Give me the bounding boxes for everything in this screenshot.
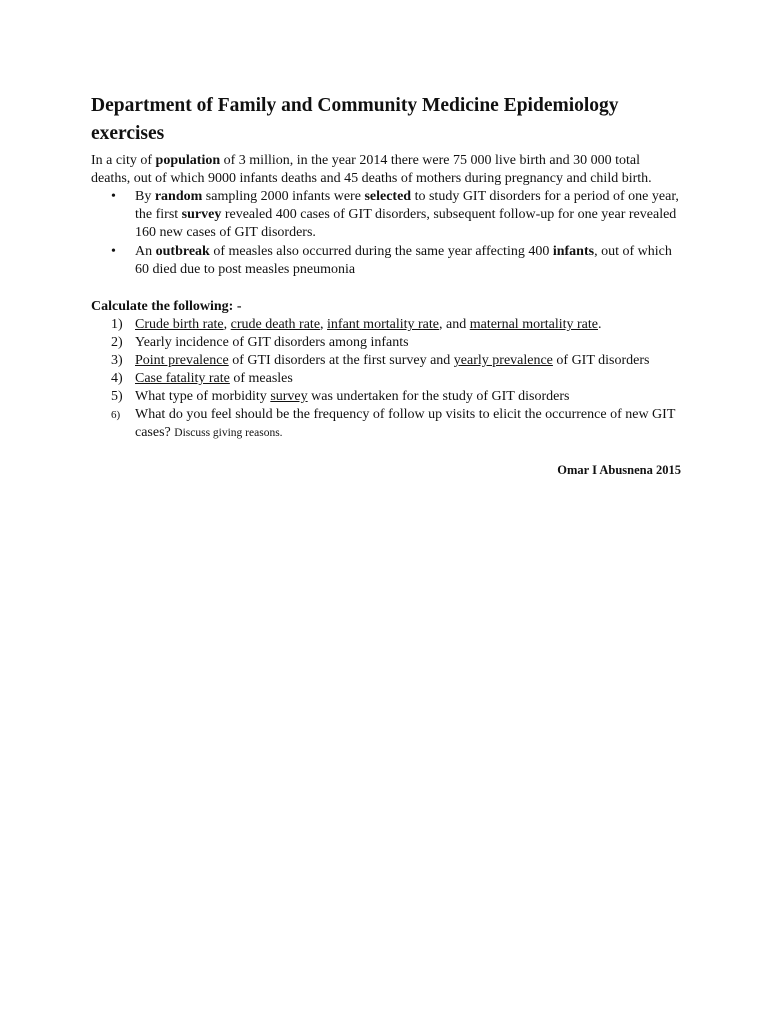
calculate-heading: Calculate the following: - xyxy=(91,299,242,314)
bullet-list xyxy=(91,188,681,279)
q4-case-fatality-rate: Case fatality rate xyxy=(135,371,230,386)
intro-text-1: In a city of xyxy=(91,153,156,168)
bullet1-bold-selected: selected xyxy=(364,189,412,204)
question-number: 2) xyxy=(111,335,123,350)
bullet1-bold-random: random xyxy=(154,189,203,204)
author-signature: Omar I Abusnena 2015 xyxy=(557,463,681,477)
bullet1-text-2: sampling 2000 infants were xyxy=(202,189,365,204)
bullet1-text-4: revealed 400 cases of GIT disorders, subsequent follow-up for one year revealed 160 new cases of GIT disorders. xyxy=(135,207,677,240)
q5-survey: survey xyxy=(270,389,308,404)
bullet-item-outbreak xyxy=(91,243,681,279)
bullet1-text-3: to study GIT disorders for a period of one year, the first xyxy=(135,189,679,222)
q3-point-prevalence: Point prevalence xyxy=(135,353,229,368)
document-page xyxy=(91,92,681,478)
bullet1-text-1: By xyxy=(135,189,155,204)
q6-text-1: What do you feel should be the frequency of follow up visits to elicit the occurrence of new GIT cases? xyxy=(135,407,676,440)
question-number: 6) xyxy=(111,409,121,421)
bullet2-text-2: of measles also occurred during the same year affecting 400 xyxy=(209,244,553,259)
question-6 xyxy=(91,406,681,442)
q3-yearly-prevalence: yearly prevalence xyxy=(453,353,553,368)
question-number: 3) xyxy=(111,353,123,368)
q5-text-2: was undertaken for the study of GIT disorders xyxy=(307,389,570,404)
q1-crude-birth-rate: Crude birth rate xyxy=(135,317,224,332)
question-2 xyxy=(91,334,681,352)
q3-text-2: of GIT disorders xyxy=(552,353,650,368)
page-title: Department of Family and Community Medicine Epidemiology exercises xyxy=(91,95,619,144)
intro-paragraph xyxy=(91,152,681,188)
q1-sep-2: , xyxy=(320,317,328,332)
question-5 xyxy=(91,388,681,406)
q1-sep-3: , and xyxy=(439,317,470,332)
bullet2-bold-infants: infants xyxy=(552,244,595,259)
question-number: 5) xyxy=(111,389,123,404)
question-list xyxy=(91,316,681,442)
q1-sep-1: , xyxy=(223,317,231,332)
bullet-item-sampling xyxy=(91,188,681,242)
question-1 xyxy=(91,316,681,334)
q2-text: Yearly incidence of GIT disorders among infants xyxy=(135,335,409,350)
bullet2-bold-outbreak: outbreak xyxy=(155,244,210,259)
question-3 xyxy=(91,352,681,370)
q1-maternal-mortality-rate: maternal mortality rate xyxy=(469,317,598,332)
question-number: 4) xyxy=(111,371,123,386)
intro-text-2: of 3 million, in the year 2014 there were 75 000 live birth and 30 000 total deaths, out of which 9000 infants deaths and 45 deaths of mothers during pregnancy and child birth. xyxy=(91,153,652,186)
bullet2-text-3: , out of which 60 died due to post measles pneumonia xyxy=(135,244,672,277)
q3-text-1: of GTI disorders at the first survey and xyxy=(228,353,454,368)
bullet2-text-1: An xyxy=(135,244,156,259)
bullet1-bold-survey: survey xyxy=(181,207,222,222)
bullet-marker: • xyxy=(111,189,116,204)
q4-text-1: of measles xyxy=(229,371,293,386)
intro-bold-population: population xyxy=(155,153,221,168)
q5-text-1: What type of morbidity xyxy=(135,389,271,404)
q1-crude-death-rate: crude death rate xyxy=(230,317,321,332)
q6-small-text: Discuss giving reasons. xyxy=(174,427,283,439)
q1-sep-4: . xyxy=(598,317,602,332)
question-number: 1) xyxy=(111,317,123,332)
question-4 xyxy=(91,370,681,388)
q1-infant-mortality-rate: infant mortality rate xyxy=(327,317,439,332)
bullet-marker: • xyxy=(111,244,116,259)
